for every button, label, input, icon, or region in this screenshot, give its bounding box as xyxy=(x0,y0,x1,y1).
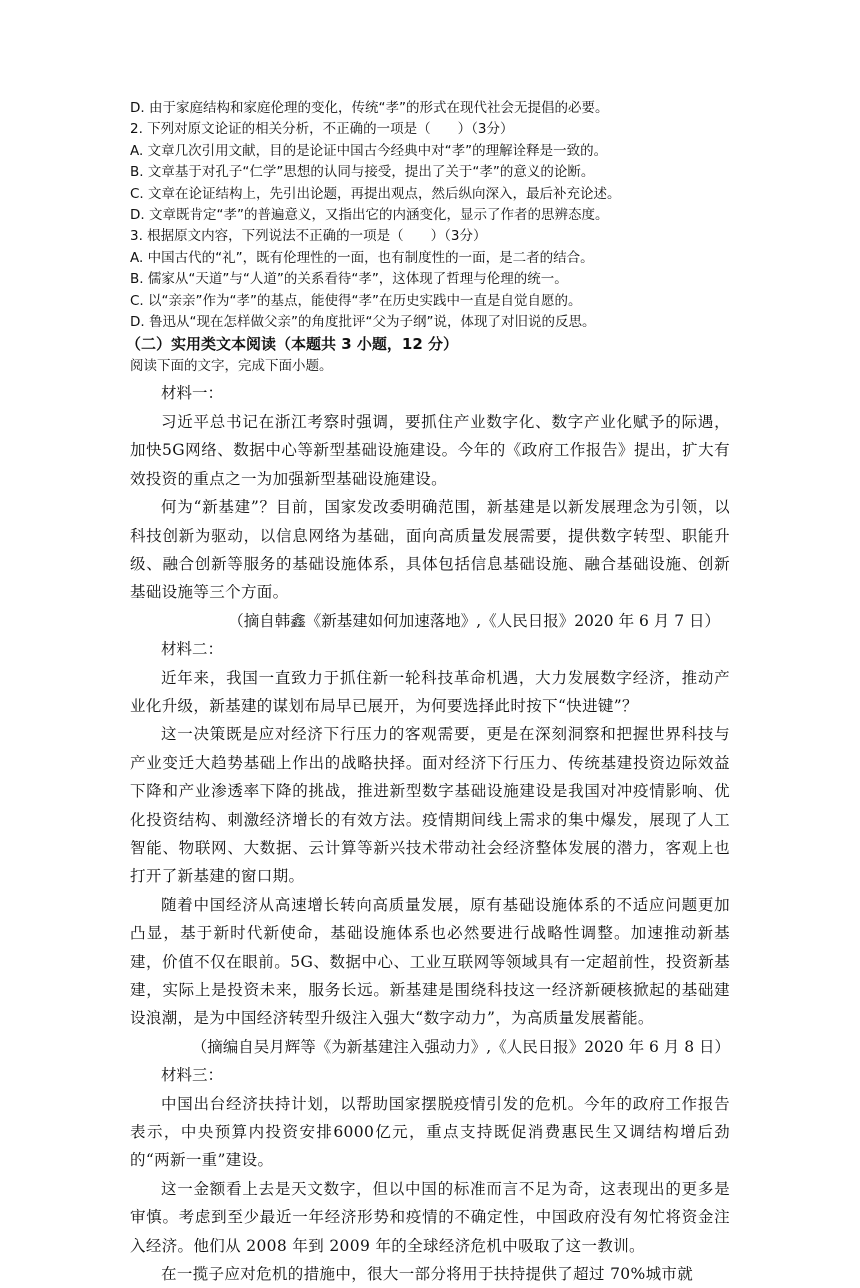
material2-paragraph: 随着中国经济从高速增长转向高质量发展，原有基础设施体系的不适应问题更加凸显，基于新时代新使命，基础设施体系也必然要进行战略性调整。加速推动新基建，价值不仅在眼前。5G、数据中心、工业互联网等领域具有一定超前性，投资新基建，实际上是投资未来，服务长远。新基建是围绕科技这一经济新硬核掀起的基础建设浪潮，是为中国经济转型升级注入强大“数字动力”，为高质量发展蓄能。 xyxy=(130,895,730,1028)
material1-source: （摘自韩鑫《新基建如何加速落地》,《人民日报》2020 年 6 月 7 日） xyxy=(228,611,720,630)
material1-paragraph: 习近平总书记在浙江考察时强调，要抓住产业数字化、数字产业化赋予的际遇，加快5G网络、数据中心等新型基础设施建设。今年的《政府工作报告》提出，扩大有效投资的重点之一为加强新型基础设施建设。 xyxy=(130,412,730,488)
reading-passage xyxy=(130,379,730,1288)
q3-option-c: C. 以“亲亲”作为“孝”的基点，能使得“孝”在历史实践中一直是自觉自愿的。 xyxy=(130,292,582,309)
q3-stem: 3. 根据原文内容，下列说法不正确的一项是（ ）（3分） xyxy=(130,228,487,245)
q2-stem: 2. 下列对原文论证的相关分析，不正确的一项是（ ）（3分） xyxy=(130,121,514,138)
q1-option-d: D. 由于家庭结构和家庭伦理的变化，传统“孝”的形式在现代社会无提倡的必要。 xyxy=(130,100,609,116)
content-column xyxy=(126,98,730,1288)
material3-paragraph: 在一揽子应对危机的措施中，很大一部分将用于扶持提供了超过 70%城市就 xyxy=(161,1265,694,1284)
section-heading: （二）实用类文本阅读（本题共 3 小题，12 分） xyxy=(126,335,458,354)
material2-heading: 材料二： xyxy=(161,640,224,659)
q3-option-a: A. 中国古代的“礼”，既有伦理性的一面，也有制度性的一面，是二者的结合。 xyxy=(130,249,594,266)
material1-paragraph: 何为“新基建”？目前，国家发改委明确范围，新基建是以新发展理念为引领，以科技创新为驱动，以信息网络为基础，面向高质量发展需要，提供数字转型、职能升级、融合创新等服务的基础设施体系，具体包括信息基础设施、融合基础设施、创新基础设施等三个方面。 xyxy=(130,498,730,602)
material3-heading: 材料三： xyxy=(161,1066,224,1085)
section-instruction: 阅读下面的文字，完成下面小题。 xyxy=(130,358,333,375)
material3-paragraph: 中国出台经济扶持计划，以帮助国家摆脱疫情引发的危机。今年的政府工作报告表示，中央预算内投资安排6000亿元，重点支持既促消费惠民生又调结构增后劲的“两新一重”建设。 xyxy=(130,1094,730,1170)
q3-option-d: D. 鲁迅从“现在怎样做父亲”的角度批评“父为子纲”说，体现了对旧说的反思。 xyxy=(130,314,596,331)
material2-source: （摘编自吴月辉等《为新基建注入强动力》,《人民日报》2020 年 6 月 8 日） xyxy=(191,1037,730,1056)
material2-paragraph: 这一决策既是应对经济下行压力的客观需要，更是在深刻洞察和把握世界科技与产业变迁大趋势基础上作出的战略抉择。面对经济下行压力、传统基建投资边际效益下降和产业渗透率下降的挑战，推进新型数字基础设施建设是我国对冲疫情影响、优化投资结构、刺激经济增长的有效方法。疫情期间线上需求的集中爆发，展现了人工智能、物联网、大数据、云计算等新兴技术带动社会经济整体发展的潜力，客观上也打开了新基建的窗口期。 xyxy=(130,725,730,886)
q2-option-b: B. 文章基于对孔子“仁学”思想的认同与接受，提出了关于“孝”的意义的论断。 xyxy=(130,164,595,181)
q2-option-a: A. 文章几次引用文献，目的是论证中国古今经典中对“孝”的理解诠释是一致的。 xyxy=(130,142,608,159)
material3-paragraph: 这一金额看上去是天文数字，但以中国的标准而言不足为奇，这表现出的更多是审慎。考虑到至少最近一年经济形势和疫情的不确定性，中国政府没有匆忙将资金注入经济。他们从 2008 年到 2009 年的全球经济危机中吸取了这一教训。 xyxy=(130,1179,730,1255)
q3-option-b: B. 儒家从“天道”与“人道”的关系看待“孝”，这体现了哲理与伦理的统一。 xyxy=(130,271,568,288)
material2-paragraph: 近年来，我国一直致力于抓住新一轮科技革命机遇，大力发展数字经济，推动产业化升级，新基建的谋划布局早已展开，为何要选择此时按下“快进键”？ xyxy=(130,668,730,715)
material1-heading: 材料一： xyxy=(161,384,224,403)
q2-option-d: D. 文章既肯定“孝”的普遍意义，又指出它的内涵变化，显示了作者的思辨态度。 xyxy=(130,207,609,224)
q2-option-c: C. 文章在论证结构上，先引出论题，再提出观点，然后纵向深入，最后补充论述。 xyxy=(130,185,621,202)
